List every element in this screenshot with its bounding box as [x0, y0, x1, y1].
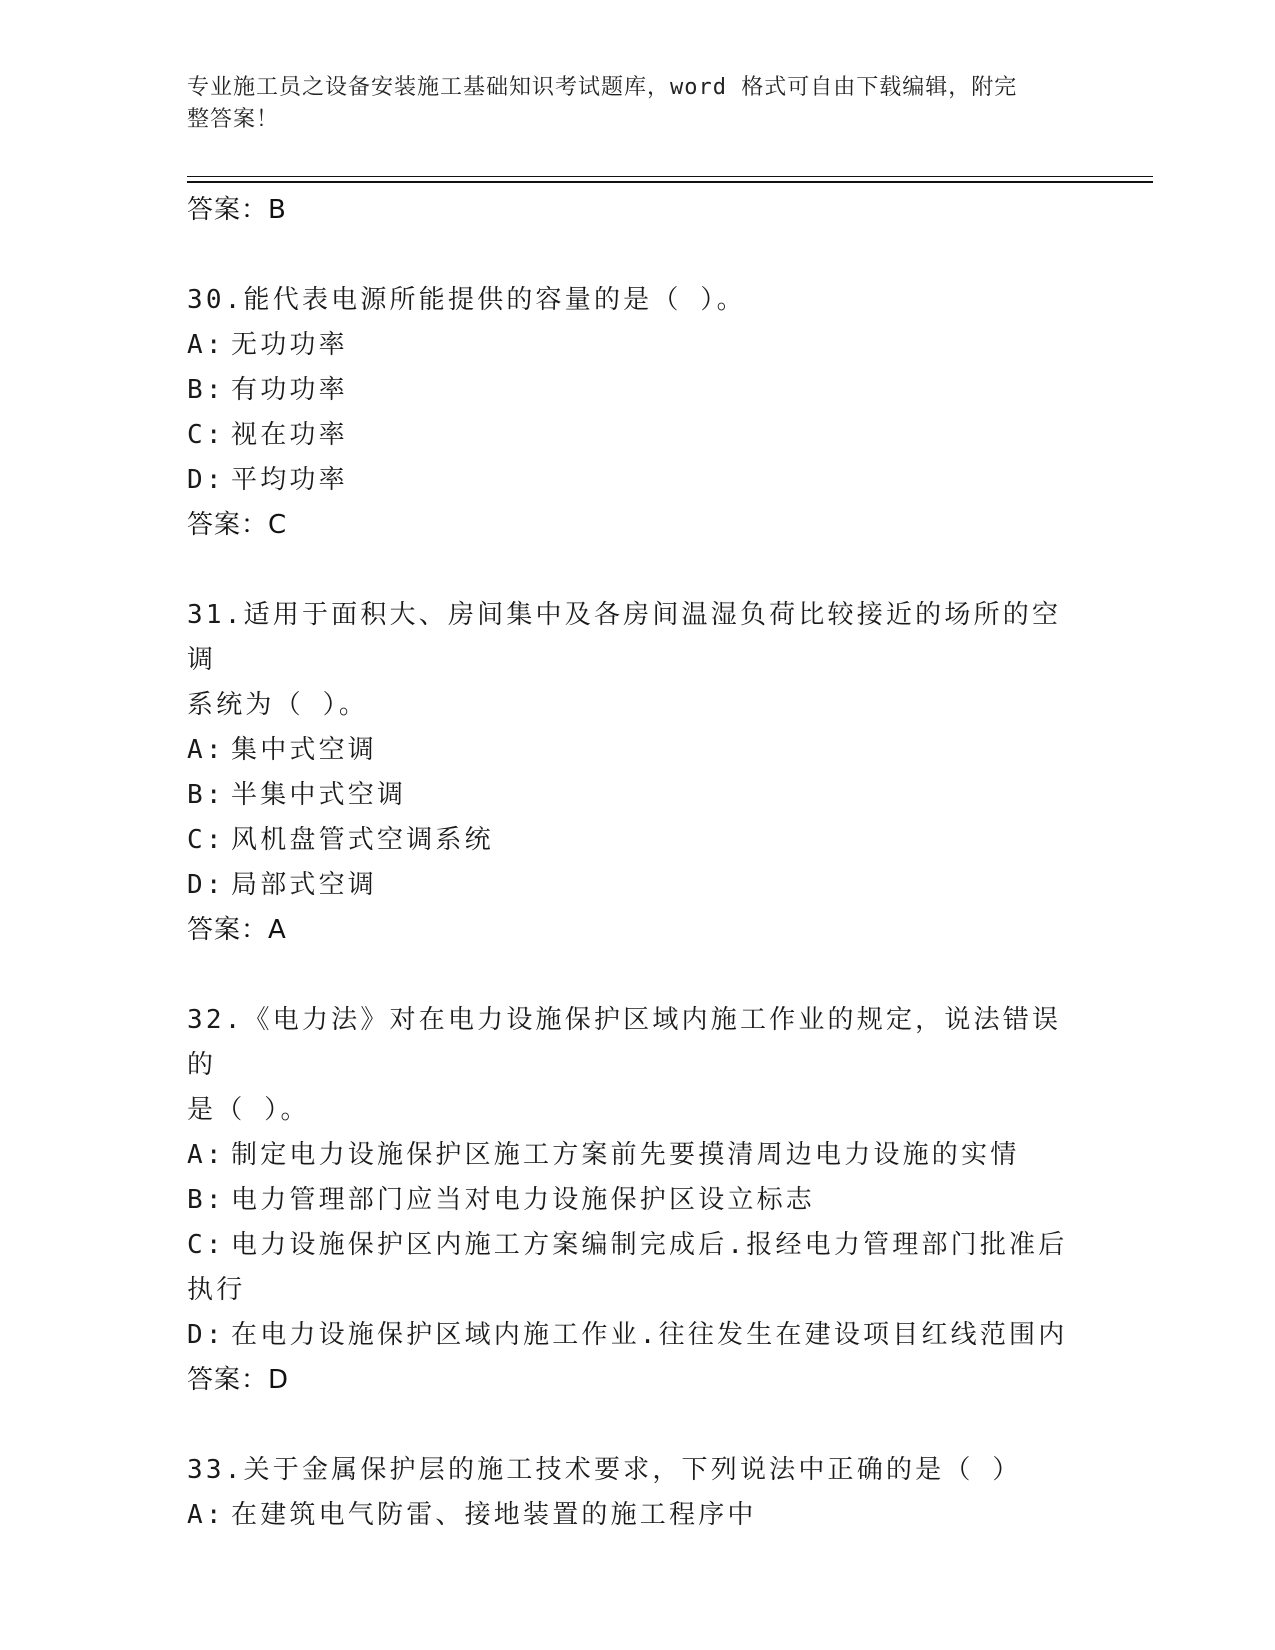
header-rule-thin [187, 176, 1153, 177]
option-text: 半集中式空调 [231, 780, 407, 810]
header-line-1: 专业施工员之设备安装施工基础知识考试题库，word 格式可自由下载编辑，附完 [187, 75, 1018, 100]
option-a [187, 728, 1087, 773]
option-key: A: [187, 1140, 225, 1170]
answer-line: 答案：D [187, 1365, 290, 1395]
option-b [187, 773, 1087, 818]
answer-line: 答案：B [187, 195, 287, 225]
option-key: D: [187, 870, 225, 900]
spacer [187, 233, 1087, 278]
option-key: D: [187, 1320, 225, 1350]
document-body [187, 188, 1087, 1538]
option-text: 制定电力设施保护区施工方案前先要摸清周边电力设施的实情 [231, 1140, 1020, 1170]
question-text-cont: 系统为（ ）。 [187, 690, 369, 720]
option-key: C: [187, 420, 225, 450]
option-text: 局部式空调 [231, 870, 378, 900]
option-c [187, 413, 1087, 458]
option-text: 电力管理部门应当对电力设施保护区设立标志 [231, 1185, 816, 1215]
question-block [187, 278, 1087, 548]
option-a [187, 323, 1087, 368]
option-b [187, 368, 1087, 413]
question-block [187, 1448, 1087, 1538]
question-text-cont: 是（ ）。 [187, 1095, 310, 1125]
option-a [187, 1133, 1087, 1178]
option-text: 电力设施保护区内施工方案编制完成后.报经电力管理部门批准后 [231, 1230, 1068, 1260]
option-text: 集中式空调 [231, 735, 378, 765]
option-d [187, 863, 1087, 908]
option-text: 风机盘管式空调系统 [231, 825, 494, 855]
question-block [187, 593, 1087, 953]
option-d [187, 1313, 1087, 1358]
question-text: 32.《电力法》对在电力设施保护区域内施工作业的规定，说法错误的 [187, 1005, 1062, 1080]
question-text: 30.能代表电源所能提供的容量的是（ ）。 [187, 285, 746, 315]
option-d [187, 458, 1087, 503]
option-key: B: [187, 1185, 225, 1215]
option-c-continuation: 执行 [187, 1275, 246, 1305]
option-text: 在电力设施保护区域内施工作业.往往发生在建设项目红线范围内 [231, 1320, 1068, 1350]
header-line-2: 整答案！ [187, 107, 280, 132]
question-block [187, 998, 1087, 1403]
option-text: 有功功率 [231, 375, 348, 405]
spacer [187, 1403, 1087, 1448]
option-text: 视在功率 [231, 420, 348, 450]
question-text: 31.适用于面积大、房间集中及各房间温湿负荷比较接近的场所的空调 [187, 600, 1062, 675]
option-key: A: [187, 735, 225, 765]
option-c [187, 1223, 1087, 1268]
option-key: B: [187, 375, 225, 405]
option-a [187, 1493, 1087, 1538]
option-c [187, 818, 1087, 863]
document-header [187, 72, 1067, 136]
spacer [187, 548, 1087, 593]
option-key: C: [187, 1230, 225, 1260]
header-rule-thick [187, 181, 1153, 183]
option-key: C: [187, 825, 225, 855]
question-text: 33.关于金属保护层的施工技术要求，下列说法中正确的是（ ） [187, 1455, 1022, 1485]
option-key: A: [187, 1500, 225, 1530]
option-text: 在建筑电气防雷、接地装置的施工程序中 [231, 1500, 757, 1530]
option-text: 平均功率 [231, 465, 348, 495]
spacer [187, 953, 1087, 998]
option-key: D: [187, 465, 225, 495]
option-text: 无功功率 [231, 330, 348, 360]
option-key: B: [187, 780, 225, 810]
option-key: A: [187, 330, 225, 360]
option-b [187, 1178, 1087, 1223]
answer-line: 答案：A [187, 915, 287, 945]
answer-line: 答案：C [187, 510, 288, 540]
